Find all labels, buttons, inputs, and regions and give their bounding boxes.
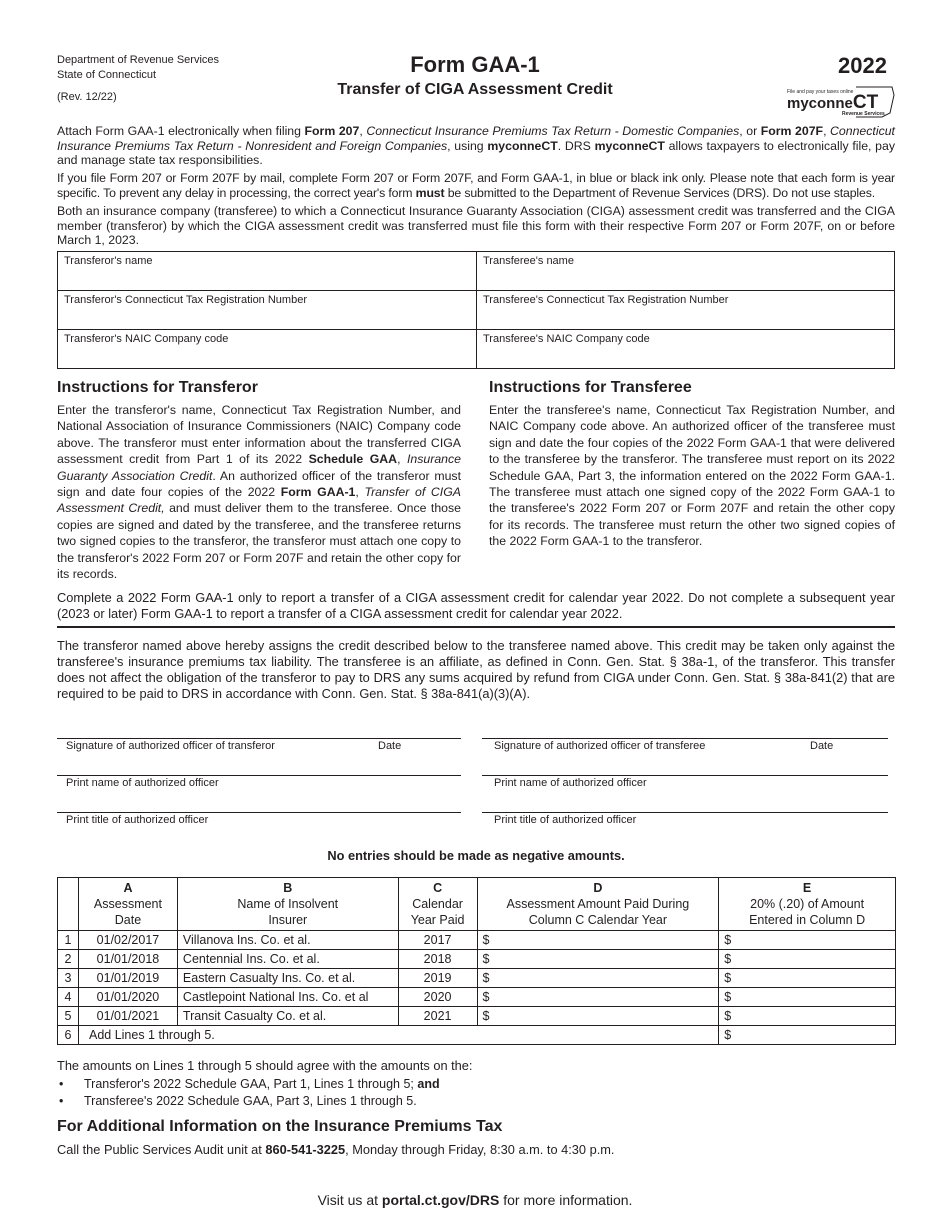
transferee-name-field[interactable]: Transferee's name	[477, 252, 894, 291]
agree-bullet-2: Transferee's 2022 Schedule GAA, Part 3, Lines 1 through 5.	[84, 1094, 417, 1108]
logo-graphic	[786, 83, 896, 119]
assessment-date: 01/01/2020	[78, 988, 177, 1007]
assessment-date: 01/01/2021	[78, 1007, 177, 1026]
transferee-naic-field[interactable]: Transferee's NAIC Company code	[483, 333, 650, 345]
transferee-print-name-line[interactable]	[482, 775, 888, 776]
table-row	[58, 950, 896, 969]
intro-paragraph-2: If you file Form 207 or Form 207F by mail, complete Form 207 or Form 207F, and Form GAA-1, in blue or black ink only. Please note that each form is year specific. To prevent any delay in processing, the correct year's form must be submitted to the Department of Revenue Services (DRS). Do not use staples.	[57, 171, 895, 200]
myconnect-logo	[786, 83, 896, 119]
amount-paid-field[interactable]: $	[477, 988, 719, 1007]
transferor-instructions-heading: Instructions for Transferor	[57, 379, 258, 396]
transferor-print-title-label: Print title of authorized officer	[66, 814, 209, 826]
table-row	[58, 931, 896, 950]
agree-bullet-1: Transferor's 2022 Schedule GAA, Part 1, Lines 1 through 5; and	[84, 1077, 440, 1091]
line-number: 6	[58, 1026, 79, 1045]
table-row	[58, 969, 896, 988]
footer: Visit us at portal.ct.gov/DRS for more information.	[317, 1192, 633, 1208]
table-header-row	[58, 878, 896, 931]
dept-line-2: State of Connecticut	[57, 69, 157, 81]
line-number: 5	[58, 1007, 79, 1026]
form-year: 2022	[838, 53, 887, 78]
section-divider	[57, 626, 895, 628]
insurer-name: Centennial Ins. Co. et al.	[177, 950, 398, 969]
logo-sub: Revenue Services	[842, 111, 885, 117]
column-d-header: D Assessment Amount Paid During Column C Calendar Year	[477, 878, 719, 931]
credit-amount-field[interactable]: $	[719, 950, 896, 969]
transferor-name-field[interactable]: Transferor's name	[58, 252, 477, 291]
transferor-signature-label: Signature of authorized officer of transferor	[66, 740, 275, 752]
credit-table	[57, 877, 896, 1045]
transferor-naic-field[interactable]: Transferor's NAIC Company code	[58, 330, 477, 369]
transferee-reg-field[interactable]: Transferee's Connecticut Tax Registration Number	[477, 291, 894, 330]
transferor-signature-line[interactable]	[57, 738, 461, 739]
assessment-date: 01/01/2019	[78, 969, 177, 988]
bullet-icon: •	[59, 1094, 64, 1108]
revision: (Rev. 12/22)	[57, 91, 117, 103]
bullet-icon: •	[59, 1077, 64, 1091]
transferor-print-title-line[interactable]	[57, 812, 461, 813]
column-e-header: E 20% (.20) of Amount Entered in Column D	[719, 878, 896, 931]
agree-intro: The amounts on Lines 1 through 5 should agree with the amounts on the:	[57, 1058, 473, 1073]
calendar-year: 2017	[398, 931, 477, 950]
transferee-print-name-label: Print name of authorized officer	[494, 777, 647, 789]
transferee-signature-label: Signature of authorized officer of transferee	[494, 740, 706, 752]
amount-paid-field[interactable]: $	[477, 931, 719, 950]
insurer-name: Eastern Casualty Ins. Co. et al.	[177, 969, 398, 988]
transferor-instructions-text: Enter the transferor's name, Connecticut Tax Registration Number, and National Association of Insurance Commissioners (NAIC) Company code above. The transferor must enter information about the transferred CIGA assessment credit from Part 1 of its 2022 Schedule GAA, Insurance Guaranty Association Credit. An authorized officer of the transferor must sign and date four copies of the 2022 Form GAA-1, Transfer of CIGA Assessment Credit, and must deliver them to the transferee. Once those copies are signed and dated by the transferee, and the transferee returns two signed copies to the transferor, the transferor must attach one copy to the transferor's 2022 Form 207 or Form 207F and retain the other copy for its records.	[57, 403, 461, 582]
column-b-header: B Name of Insolvent Insurer	[177, 878, 398, 931]
assessment-date: 01/01/2018	[78, 950, 177, 969]
transferor-date-label: Date	[378, 740, 402, 752]
amount-paid-field[interactable]: $	[477, 950, 719, 969]
credit-amount-field[interactable]: $	[719, 988, 896, 1007]
complete-note: Complete a 2022 Form GAA-1 only to report a transfer of a CIGA assessment credit for calendar year 2022. Do not complete a subsequent year (2023 or later) Form GAA-1 to report a transfer of a CIGA assessment credit for calendar year 2022.	[57, 590, 895, 621]
assessment-date: 01/02/2017	[78, 931, 177, 950]
insurer-name: Villanova Ins. Co. et al.	[177, 931, 398, 950]
calendar-year: 2018	[398, 950, 477, 969]
form-title: Form GAA-1	[410, 52, 540, 77]
amount-paid-field[interactable]: $	[477, 969, 719, 988]
additional-info-text: Call the Public Services Audit unit at 860-541-3225, Monday through Friday, 8:30 a.m. to 4:30 p.m.	[57, 1142, 615, 1157]
transferee-print-title-label: Print title of authorized officer	[494, 814, 637, 826]
portal-link[interactable]: portal.ct.gov/DRS	[381, 1192, 500, 1208]
intro-paragraph-3: Both an insurance company (transferee) to which a Connecticut Insurance Guaranty Association (CIGA) assessment credit was transferred and the CIGA member (transferor) by which the CIGA assessment credit was transferred must file this form with their respective Form 207 or Form 207F, on or before March 1, 2023.	[57, 204, 895, 247]
column-a-header: A Assessment Date	[78, 878, 177, 931]
insurer-name: Transit Casualty Co. et al.	[177, 1007, 398, 1026]
transferee-print-title-line[interactable]	[482, 812, 888, 813]
calendar-year: 2020	[398, 988, 477, 1007]
transferor-reg-field[interactable]: Transferor's Connecticut Tax Registration Number	[58, 291, 477, 330]
calendar-year: 2021	[398, 1007, 477, 1026]
line-number: 1	[58, 931, 79, 950]
logo-text: myconneCT	[787, 92, 879, 113]
transferor-print-name-label: Print name of authorized officer	[66, 777, 219, 789]
no-negative-note: No entries should be made as negative amounts.	[327, 848, 625, 863]
logo-tagline: File and pay your taxes online	[787, 89, 854, 95]
table-row	[58, 1007, 896, 1026]
line-number: 3	[58, 969, 79, 988]
table-row	[58, 988, 896, 1007]
transferee-instructions-text: Enter the transferee's name, Connecticut Tax Registration Number, and NAIC Company code above. An authorized officer of the transferee must sign and date the four copies of the 2022 Form GAA-1 that were delivered to the transferee by the transferor. The transferee must report on its 2022 Schedule GAA, Part 3, the information entered on the 2022 Form GAA-1. The transferee must attach one signed copy of the 2022 Form GAA-1 to the transferee's 2022 Form 207 or Form 207F and retain the other copy for its records. The transferee must return the other two signed copies of the 2022 Form GAA-1 to the transferor.	[489, 403, 895, 549]
dept-line-1: Department of Revenue Services	[57, 54, 220, 66]
credit-amount-field[interactable]: $	[719, 969, 896, 988]
assignment-text: The transferor named above hereby assigns the credit described below to the transferee named above. This credit may be taken only against the transferee's insurance premiums tax liability. The transferee is an affiliate, as defined in Conn. Gen. Stat. § 38a-1, of the transferor. This transfer does not affect the obligation of the transferor to pay to DRS any sums acquired by refund from CIGA under Conn. Gen. Stat. § 38a-841(2) that are required to be paid to DRS in accordance with Conn. Gen. Stat. § 38a-841(a)(3)(A).	[57, 638, 895, 701]
additional-info-heading: For Additional Information on the Insurance Premiums Tax	[57, 1118, 503, 1135]
column-c-header: C Calendar Year Paid	[398, 878, 477, 931]
total-amount-field[interactable]: $	[719, 1026, 896, 1045]
credit-amount-field[interactable]: $	[719, 931, 896, 950]
amount-paid-field[interactable]: $	[477, 1007, 719, 1026]
calendar-year: 2019	[398, 969, 477, 988]
intro-paragraph-1: Attach Form GAA-1 electronically when filing Form 207, Connecticut Insurance Premiums Tax Return - Domestic Companies, or Form 207F, Connecticut Insurance Premiums Tax Return - Nonresident and Foreign Companies, using myconneCT. DRS myconneCT allows taxpayers to electronically file, pay and manage state tax responsibilities.	[57, 124, 895, 167]
total-row	[58, 1026, 896, 1045]
line-number-header	[58, 878, 79, 931]
form-subtitle: Transfer of CIGA Assessment Credit	[337, 81, 613, 98]
transferee-date-label: Date	[810, 740, 834, 752]
total-label: Add Lines 1 through 5.	[78, 1026, 718, 1045]
dept-name	[57, 53, 219, 105]
line-number: 2	[58, 950, 79, 969]
transferee-signature-line[interactable]	[482, 738, 888, 739]
transferor-print-name-line[interactable]	[57, 775, 461, 776]
party-info-grid	[57, 251, 895, 369]
line-number: 4	[58, 988, 79, 1007]
credit-amount-field[interactable]: $	[719, 1007, 896, 1026]
insurer-name: Castlepoint National Ins. Co. et al	[177, 988, 398, 1007]
transferee-instructions-heading: Instructions for Transferee	[489, 379, 692, 396]
